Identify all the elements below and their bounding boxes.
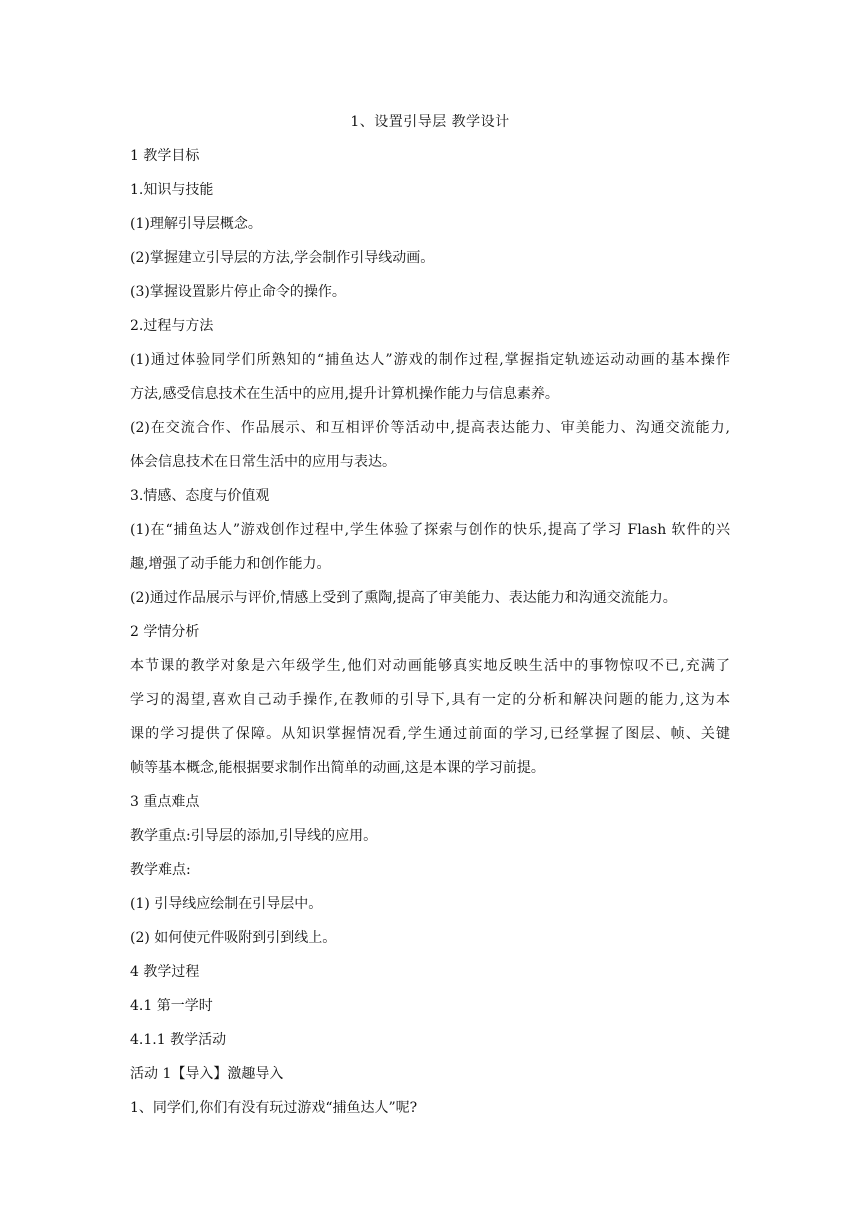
- paragraph-line: 本节课的教学对象是六年级学生,他们对动画能够真实地反映生活中的事物惊叹不已,充满了: [130, 658, 730, 674]
- paragraph-line: (1)在“捕鱼达人”游戏创作过程中,学生体验了探索与创作的快乐,提高了学习 Flash 软件的兴: [130, 522, 730, 538]
- paragraph-line: 方法,感受信息技术在生活中的应用,提升计算机操作能力与信息素养。: [130, 386, 559, 402]
- text-line: 4.1 第一学时: [130, 998, 213, 1014]
- paragraph-line: 帧等基本概念,能根据要求制作出简单的动画,这是本课的学习前提。: [130, 760, 545, 776]
- text-line: (2)掌握建立引导层的方法,学会制作引导线动画。: [130, 250, 435, 266]
- text-line: (3)掌握设置影片停止命令的操作。: [130, 284, 346, 300]
- text-line: (2)通过作品展示与评价,情感上受到了熏陶,提高了审美能力、表达能力和沟通交流能力。: [130, 590, 677, 606]
- paragraph-line: 体会信息技术在日常生活中的应用与表达。: [130, 454, 396, 470]
- paragraph-line: 趣,增强了动手能力和创作能力。: [130, 556, 331, 572]
- text-line: 3.情感、态度与价值观: [130, 488, 270, 504]
- paragraph: [130, 520, 730, 574]
- paragraph-line: (1)通过体验同学们所熟知的“捕鱼达人”游戏的制作过程,掌握指定轨迹运动动画的基本操作: [130, 352, 730, 368]
- document-title: 1、设置引导层 教学设计: [350, 114, 510, 130]
- paragraph-line: (2)在交流合作、作品展示、和互相评价等活动中,提高表达能力、审美能力、沟通交流能力,: [130, 420, 730, 436]
- paragraph-line: 学习的渴望,喜欢自己动手操作,在教师的引导下,具有一定的分析和解决问题的能力,这为本: [130, 692, 730, 708]
- paragraph: [130, 350, 730, 404]
- text-line: (1) 引导线应绘制在引导层中。: [130, 896, 323, 912]
- paragraph-line: 课的学习提供了保障。从知识掌握情况看,学生通过前面的学习,已经掌握了图层、帧、关键: [130, 726, 730, 742]
- text-line: 活动 1【导入】激趣导入: [130, 1066, 284, 1082]
- paragraph: [130, 656, 730, 778]
- text-line: (2) 如何使元件吸附到引到线上。: [130, 930, 337, 946]
- text-line: 1.知识与技能: [130, 182, 214, 198]
- text-line: 教学重点:引导层的添加,引导线的应用。: [130, 828, 378, 844]
- text-line: 4.1.1 教学活动: [130, 1032, 227, 1048]
- text-line: 2.过程与方法: [130, 318, 214, 334]
- text-line: 3 重点难点: [130, 794, 200, 810]
- text-line: 教学难点:: [130, 862, 191, 878]
- text-line: 2 学情分析: [130, 624, 200, 640]
- paragraph: [130, 418, 730, 472]
- text-line: 1、同学们,你们有没有玩过游戏“捕鱼达人”呢?: [130, 1100, 418, 1116]
- text-line: 1 教学目标: [130, 148, 200, 164]
- text-line: 4 教学过程: [130, 964, 200, 980]
- document-body: [130, 146, 730, 1132]
- text-line: (1)理解引导层概念。: [130, 216, 262, 232]
